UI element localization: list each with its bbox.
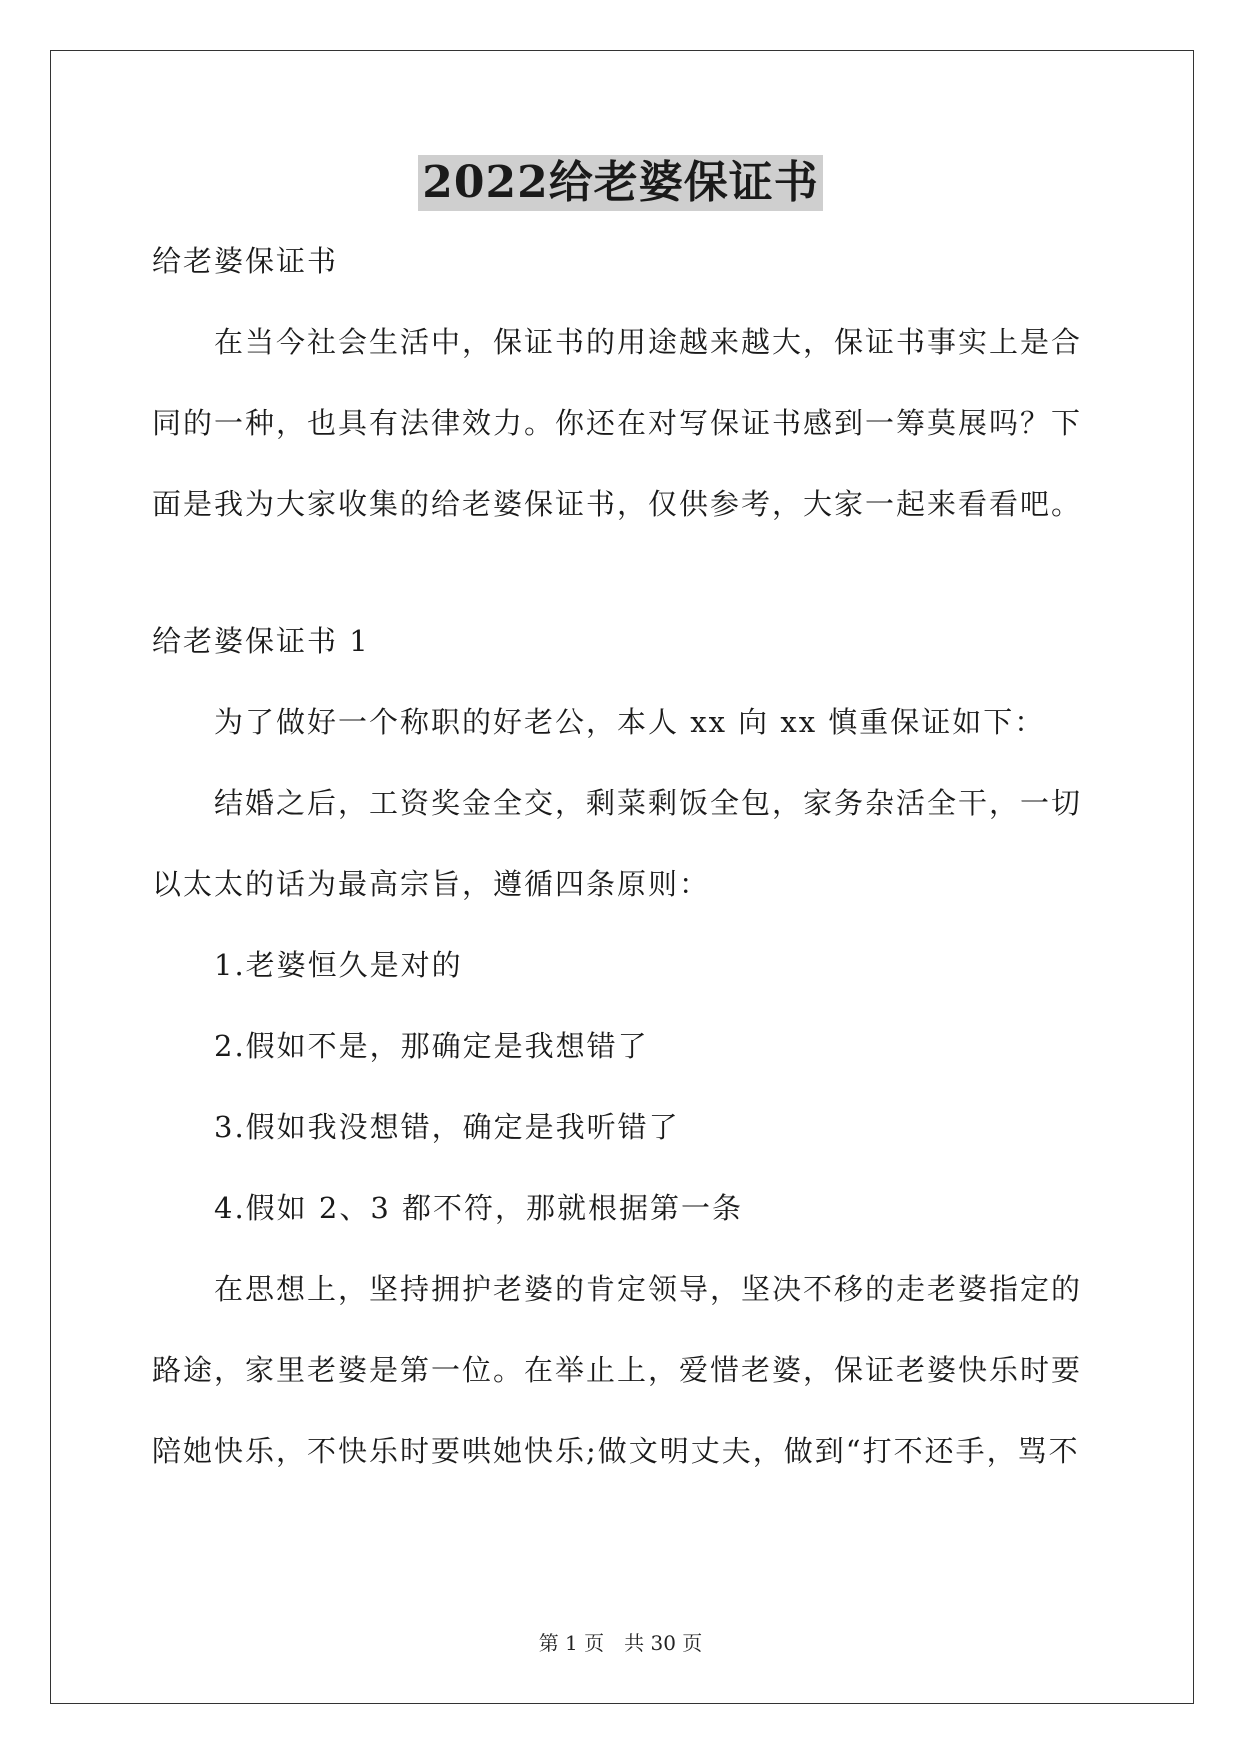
text-line: 3.假如我没想错，确定是我听错了 bbox=[214, 1110, 680, 1144]
text-line: 面是我为大家收集的给老婆保证书，仅供参考，大家一起来看看吧。 bbox=[152, 487, 1083, 521]
text-line: 结婚之后，工资奖金全交，剩菜剩饭全包，家务杂活全干，一切 bbox=[214, 786, 1083, 820]
text-line: 1.老婆恒久是对的 bbox=[214, 948, 463, 982]
document-body bbox=[152, 237, 1092, 1508]
document-title: 2022给老婆保证书 bbox=[418, 155, 822, 211]
text-line: 在当今社会生活中，保证书的用途越来越大，保证书事实上是合 bbox=[214, 325, 1083, 359]
title-container bbox=[0, 155, 1241, 211]
text-line: 给老婆保证书 1 bbox=[152, 624, 370, 658]
page-number: 第 1 页 bbox=[538, 1631, 605, 1655]
text-line: 4.假如 2、3 都不符，那就根据第一条 bbox=[214, 1191, 744, 1225]
text-line: 在思想上，坚持拥护老婆的肯定领导，坚决不移的走老婆指定的 bbox=[214, 1272, 1083, 1306]
text-line: 给老婆保证书 bbox=[152, 244, 339, 278]
text-line: 以太太的话为最高宗旨，遵循四条原则： bbox=[152, 867, 711, 901]
text-line: 路途，家里老婆是第一位。在举止上，爱惜老婆，保证老婆快乐时要 bbox=[152, 1353, 1083, 1387]
text-line: 为了做好一个称职的好老公，本人 xx 向 xx 慎重保证如下： bbox=[214, 705, 1046, 739]
text-line: 陪她快乐，不快乐时要哄她快乐;做文明丈夫，做到“打不还手，骂不 bbox=[152, 1434, 1080, 1468]
paragraph-gap bbox=[152, 561, 1092, 617]
text-line: 2.假如不是，那确定是我想错了 bbox=[214, 1029, 649, 1063]
page-footer bbox=[0, 1630, 1241, 1656]
page-total: 共 30 页 bbox=[624, 1631, 703, 1655]
text-line: 同的一种，也具有法律效力。你还在对写保证书感到一筹莫展吗？下 bbox=[152, 406, 1083, 440]
